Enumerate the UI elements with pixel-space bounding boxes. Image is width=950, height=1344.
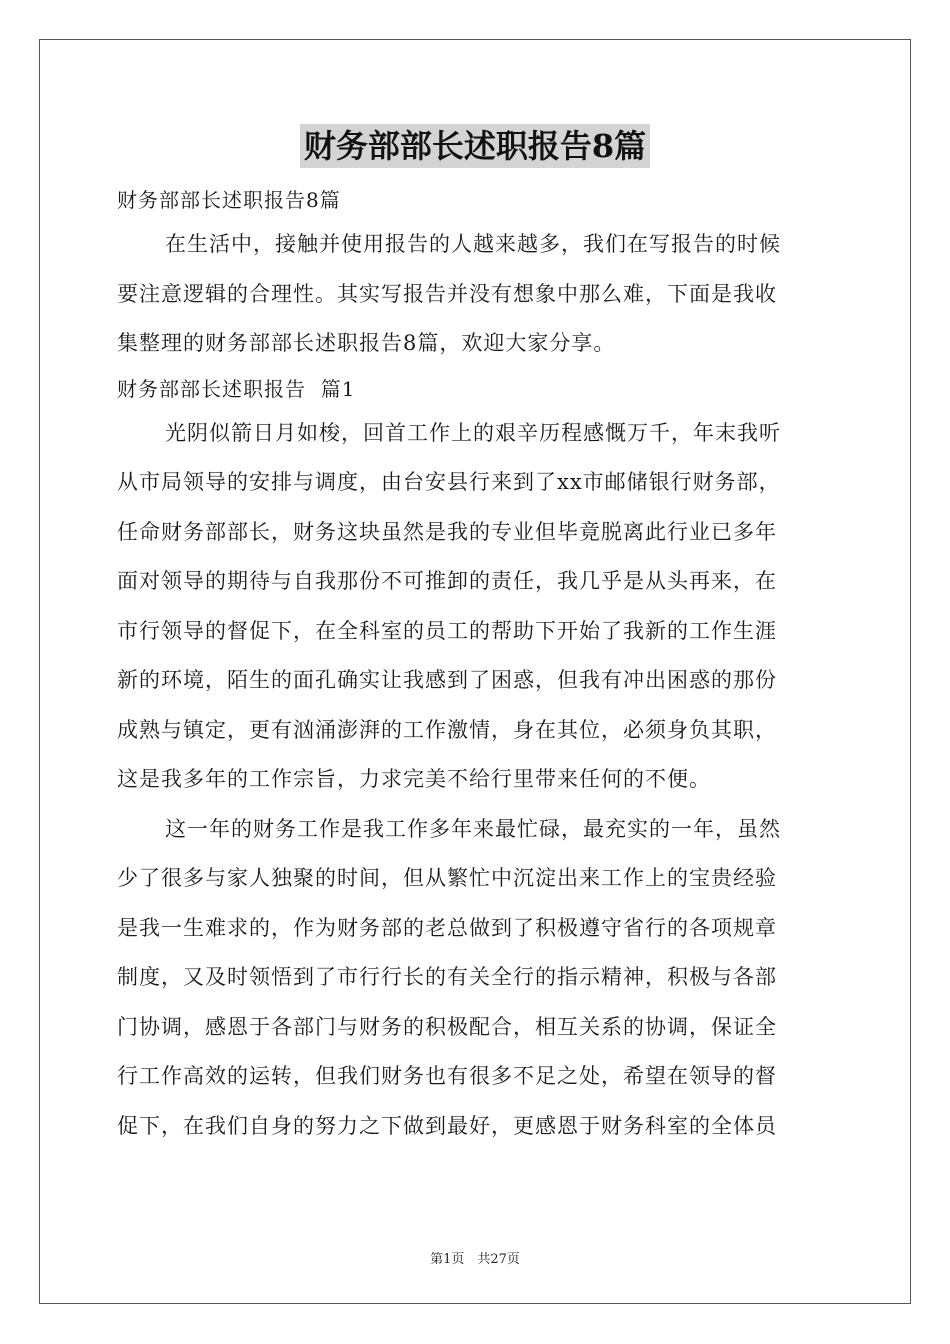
paragraph-line: 是我一生难求的，作为财务部的老总做到了积极遵守省行的各项规章 (117, 915, 777, 940)
title-area (0, 124, 950, 168)
paragraph-line: 任命财务部部长，财务这块虽然是我的专业但毕竟脱离此行业已多年 (117, 519, 777, 544)
paragraph-line: 集整理的财务部部长述职报告8篇，欢迎大家分享。 (117, 331, 616, 355)
paragraph-line: 在生活中，接触并使用报告的人越来越多，我们在写报告的时候 (165, 232, 781, 256)
document-body (117, 180, 835, 1151)
body-paragraph-1 (117, 409, 835, 805)
paragraph-line: 行工作高效的运转，但我们财务也有很多不足之处，希望在领导的督 (117, 1064, 777, 1088)
paragraph-line: 少了很多与家人独聚的时间，但从繁忙中沉淀出来工作上的宝贵经验 (117, 866, 777, 890)
paragraph-line: 这是我多年的工作宗旨，力求完美不给行里带来任何的不便。 (117, 767, 711, 791)
paragraph-line: 新的环境，陌生的面孔确实让我感到了困惑，但我有冲出困惑的那份 (117, 668, 777, 692)
page-number: 第1页 共27页 (430, 1252, 520, 1267)
section-heading: 财务部部长述职报告 篇1 (117, 376, 356, 401)
paragraph-line: 面对领导的期待与自我那份不可推卸的责任，我几乎是从头再来，在 (117, 569, 777, 593)
body-paragraph-2 (117, 805, 835, 1152)
paragraph-line: 制度，又及时领悟到了市行行长的有关全行的指示精神，积极与各部 (117, 965, 777, 989)
paragraph-line: 光阴似箭日月如梭，回首工作上的艰辛历程感慨万千，年末我听 (165, 420, 781, 445)
paragraph-line: 市行领导的督促下，在全科室的员工的帮助下开始了我新的工作生涯 (117, 618, 777, 643)
paragraph-line: 成熟与镇定，更有汹涌澎湃的工作激情，身在其位，必须身负其职， (117, 717, 777, 742)
document-title: 财务部部长述职报告8篇 (300, 124, 650, 168)
paragraph-line: 门协调，感恩于各部门与财务的积极配合，相互关系的协调，保证全 (117, 1014, 777, 1039)
page-footer (0, 1248, 950, 1267)
paragraph-line: 从市局领导的安排与调度，由台安县行来到了xx市邮储银行财务部， (117, 470, 781, 494)
paragraph-line: 这一年的财务工作是我工作多年来最忙碌，最充实的一年，虽然 (165, 816, 781, 841)
document-subtitle: 财务部部长述职报告8篇 (117, 188, 341, 212)
paragraph-line: 促下，在我们自身的努力之下做到最好，更感恩于财务科室的全体员 (117, 1113, 777, 1138)
intro-paragraph (117, 220, 835, 369)
paragraph-line: 要注意逻辑的合理性。其实写报告并没有想象中那么难，下面是我收 (117, 281, 777, 306)
